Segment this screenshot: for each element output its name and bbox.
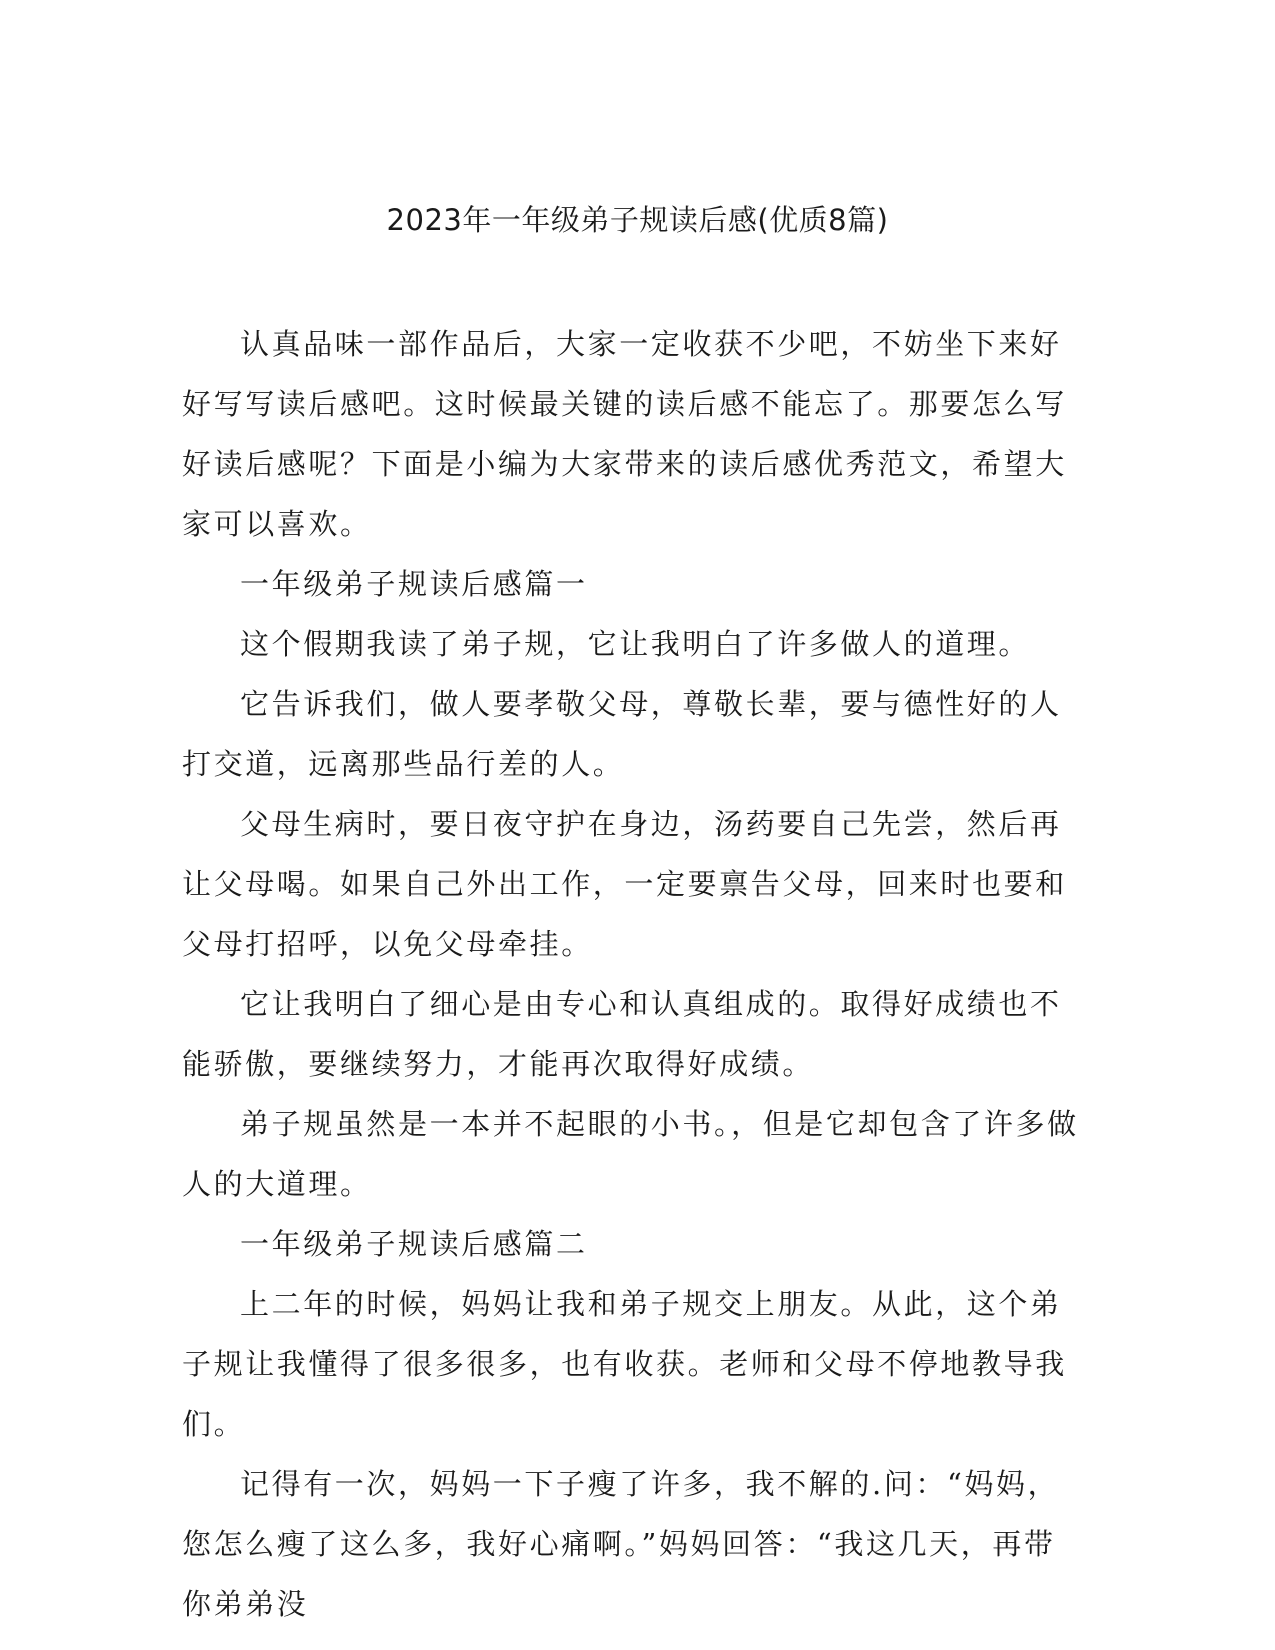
paragraph: 它让我明白了细心是由专心和认真组成的。取得好成绩也不能骄傲，要继续努力，才能再次取得好成绩。 — [182, 987, 1062, 1081]
paragraph: 它告诉我们，做人要孝敬父母，尊敬长辈，要与德性好的人打交道，远离那些品行差的人。 — [182, 687, 1062, 781]
paragraph: 上二年的时候，妈妈让我和弟子规交上朋友。从此，这个弟子规让我懂得了很多很多，也有收获。老师和父母不停地教导我们。 — [182, 1287, 1067, 1441]
paragraph: 父母生病时，要日夜守护在身边，汤药要自己先尝，然后再让父母喝。如果自己外出工作，一定要禀告父母，回来时也要和父母打招呼，以免父母牵挂。 — [182, 807, 1067, 961]
document-title: 2023年一年级弟子规读后感(优质8篇) — [386, 203, 889, 237]
paragraph-intro: 认真品味一部作品后，大家一定收获不少吧，不妨坐下来好好写写读后感吧。这时候最关键的读后感不能忘了。那要怎么写好读后感呢？下面是小编为大家带来的读后感优秀范文，希望大家可以喜欢。 — [182, 327, 1067, 541]
paragraph: 这个假期我读了弟子规，它让我明白了许多做人的道理。 — [240, 627, 1031, 661]
section-heading-2: 一年级弟子规读后感篇二 — [240, 1227, 588, 1261]
section-heading-1: 一年级弟子规读后感篇一 — [240, 567, 588, 601]
document-body — [182, 314, 1082, 1634]
paragraph: 弟子规虽然是一本并不起眼的小书。，但是它却包含了许多做人的大道理。 — [182, 1107, 1079, 1201]
paragraph: 记得有一次，妈妈一下子瘦了许多，我不解的.问：“妈妈，您怎么瘦了这么多，我好心痛啊。”妈妈回答：“我这几天，再带你弟弟没 — [182, 1467, 1060, 1621]
